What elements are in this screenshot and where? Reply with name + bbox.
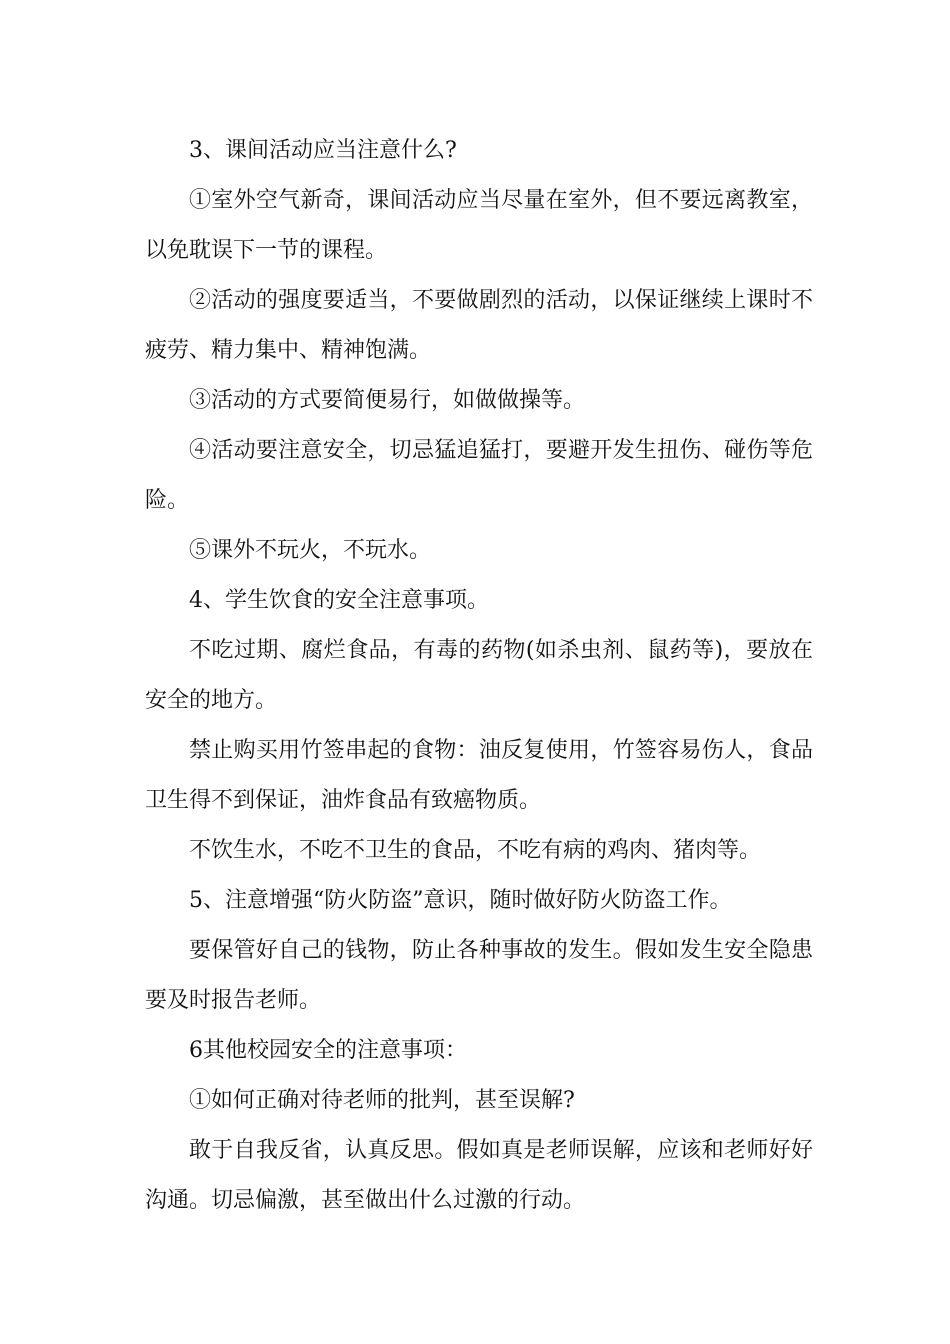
paragraph-q3-item1: ①室外空气新奇，课间活动应当尽量在室外，但不要远离教室，以免耽误下一节的课程。 xyxy=(145,188,813,263)
paragraph-q3-item5: ⑤课外不玩火，不玩水。 xyxy=(189,538,432,563)
paragraph-q4-text3: 不饮生水，不吃不卫生的食品，不吃有病的鸡肉、猪肉等。 xyxy=(189,838,762,863)
paragraph-q4-heading: 4、学生饮食的安全注意事项。 xyxy=(189,588,489,613)
paragraph-q3-item3: ③活动的方式要简便易行，如做做操等。 xyxy=(189,388,586,413)
paragraph-q3-heading: 3、课间活动应当注意什么? xyxy=(189,138,457,163)
paragraph-q4-text2: 禁止购买用竹签串起的食物：油反复使用，竹签容易伤人，食品卫生得不到保证，油炸食品有致癌物质。 xyxy=(145,738,813,813)
paragraph-q4-text1: 不吃过期、腐烂食品，有毒的药物(如杀虫剂、鼠药等)，要放在安全的地方。 xyxy=(145,638,813,713)
paragraph-q6-item1: ①如何正确对待老师的批判，甚至误解? xyxy=(189,1088,575,1113)
paragraph-q5-heading: 5、注意增强“防火防盗”意识，随时做好防火防盗工作。 xyxy=(189,888,732,913)
paragraph-q6-heading: 6其他校园安全的注意事项： xyxy=(189,1038,467,1063)
document-body xyxy=(145,126,813,1226)
paragraph-q3-item2: ②活动的强度要适当，不要做剧烈的活动，以保证继续上课时不疲劳、精力集中、精神饱满。 xyxy=(145,288,813,363)
paragraph-q3-item4: ④活动要注意安全，切忌猛追猛打，要避开发生扭伤、碰伤等危险。 xyxy=(145,438,813,513)
paragraph-q5-text: 要保管好自己的钱物，防止各种事故的发生。假如发生安全隐患要及时报告老师。 xyxy=(145,938,813,1013)
paragraph-q6-answer: 敢于自我反省，认真反思。假如真是老师误解，应该和老师好好沟通。切忌偏激，甚至做出什么过激的行动。 xyxy=(145,1138,813,1213)
